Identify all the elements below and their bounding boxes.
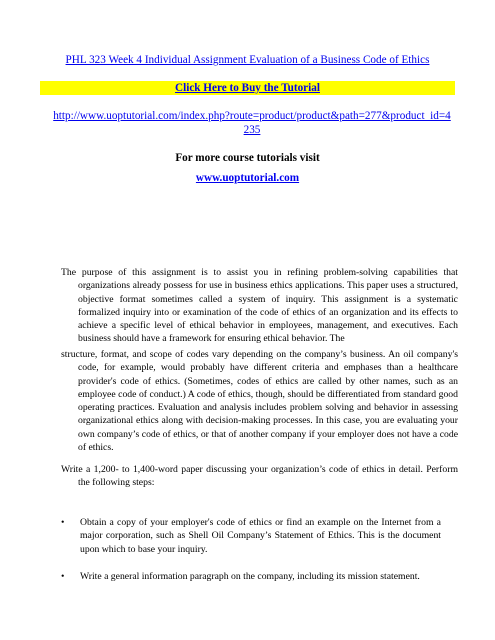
list-item-text: Write a general information paragraph on the company, including its mission statement. <box>80 571 420 582</box>
product-url-link[interactable]: http://www.uoptutorial.com/index.php?route=product/product&path=277&product_id=4235 <box>53 110 451 136</box>
list-item-text: Obtain a copy of your employer's code of ethics or find an example on the Internet from a major corporation, such as Shell Oil Company’s Statement of Ethics. This is the document upon which to base your inquiry. <box>80 517 441 555</box>
product-url <box>52 109 452 137</box>
intro-paragraph: The purpose of this assignment is to assist you in refining problem-solving capabilities that organizations already possess for use in business ethics applications. This paper uses a structured, objective format sometimes called a system of inquiry. This assignment is a systematic formalized inquiry into or examination of the code of ethics of an organization and its effects to achieve a specific level of ethical behavior in employees, management, and executives. Each business should have a framework for ensuring ethical behavior. The <box>61 267 458 345</box>
list-item <box>61 570 441 583</box>
title-link[interactable]: PHL 323 Week 4 Individual Assignment Evaluation of a Business Code of Ethics <box>65 54 430 66</box>
bullet-icon: • <box>61 517 65 528</box>
bullet-icon: • <box>61 571 65 582</box>
buy-tutorial-banner <box>40 81 455 95</box>
more-tutorials-text: For more course tutorials visit <box>175 152 320 164</box>
site-url-link[interactable]: www.uoptutorial.com <box>195 172 300 184</box>
code-structure-paragraph: structure, format, and scope of codes vary depending on the company’s business. An oil company's code, for example, would probably have different criteria and emphases than a healthcare provider's code of ethics. (Sometimes, codes of ethics are called by other names, such as an employee code of conduct.) A code of ethics, though, should be differentiated from standard good operating practices. Evaluation and analysis includes problem solving and behavior in assessing organizational ethics along with decision-making processes. In this case, you are evaluating your own company’s code of ethics, or that of another company if your employer does not have a code of ethics. <box>61 349 458 454</box>
buy-tutorial-link[interactable]: Click Here to Buy the Tutorial <box>175 82 320 94</box>
list-item <box>61 516 441 556</box>
site-url <box>40 171 455 185</box>
document-title <box>40 53 455 67</box>
instructions-paragraph: Write a 1,200- to 1,400-word paper discussing your organization’s code of ethics in detail. Perform the following steps: <box>61 464 458 489</box>
